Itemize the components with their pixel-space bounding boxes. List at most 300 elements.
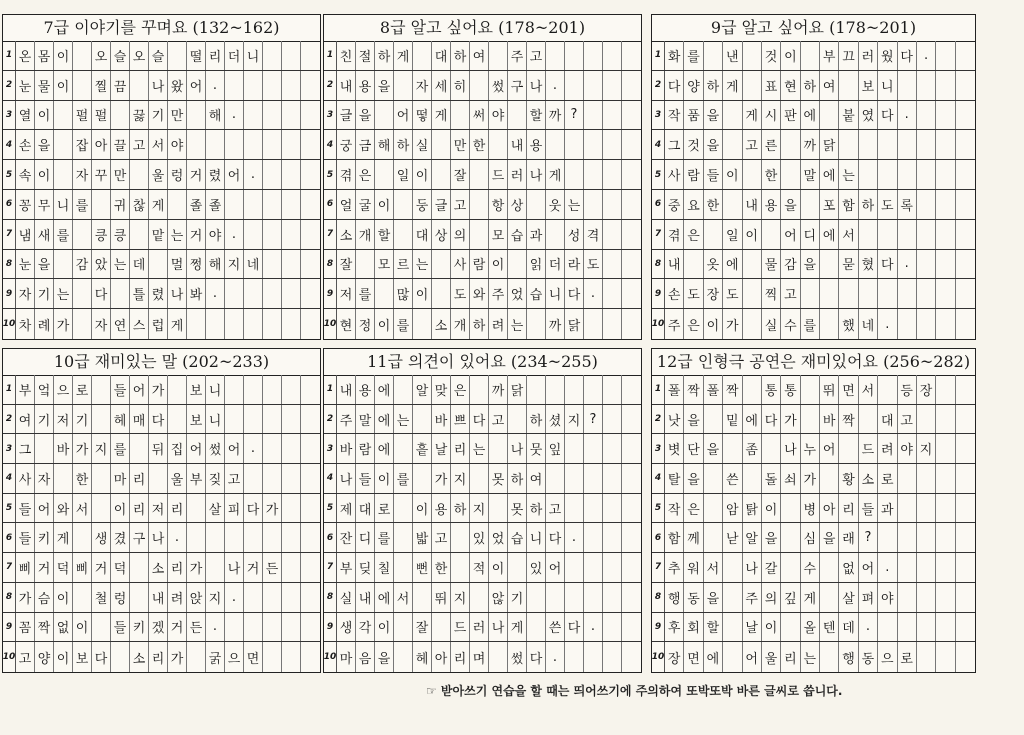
grid-cell xyxy=(206,130,225,159)
grid-cell xyxy=(301,494,320,523)
practice-row xyxy=(652,494,975,524)
grid-cell: 를 xyxy=(801,309,820,339)
practice-row xyxy=(3,41,320,71)
grid-cell xyxy=(263,250,282,279)
practice-row xyxy=(3,494,320,524)
grid-cell xyxy=(394,642,413,672)
grid-cell: 덕 xyxy=(111,553,130,582)
grid-cell: 다 xyxy=(149,405,168,434)
grid-cell: 묻 xyxy=(839,250,858,279)
practice-row xyxy=(652,405,975,435)
grid-cell xyxy=(130,434,149,463)
grid-cell: 찔 xyxy=(92,71,111,100)
grid-cell: 펄 xyxy=(73,101,92,130)
grid-cell xyxy=(301,250,320,279)
grid-cell: 표 xyxy=(762,71,781,100)
grid-cell: 집 xyxy=(168,434,187,463)
grid-cell xyxy=(723,613,742,642)
practice-row xyxy=(652,190,975,220)
grid-cell: 을 xyxy=(684,405,703,434)
grid-cell: 은 xyxy=(684,309,703,339)
grid-cell: 렁 xyxy=(111,583,130,612)
grid-cell: 다 xyxy=(762,405,781,434)
grid-cell: ? xyxy=(859,523,878,552)
grid-cell: 돌 xyxy=(762,464,781,493)
grid-cell: 하 xyxy=(704,71,723,100)
grid-cell: 는 xyxy=(54,279,73,308)
grid-cell: . xyxy=(878,553,897,582)
grid-cell xyxy=(603,405,622,434)
grid-cell xyxy=(956,613,975,642)
grid-cell xyxy=(92,613,111,642)
grid-cell: 옷 xyxy=(704,250,723,279)
grid-cell: 부 xyxy=(16,375,35,404)
grid-cell xyxy=(92,375,111,404)
grid-cell xyxy=(917,405,936,434)
grid-cell: 하 xyxy=(375,41,394,70)
grid-cell: 은 xyxy=(356,160,375,189)
grid-cell xyxy=(956,160,975,189)
grid-cell xyxy=(225,309,244,339)
grid-cell: 의 xyxy=(762,583,781,612)
grid-cell: 렸 xyxy=(149,279,168,308)
grid-cell: 를 xyxy=(375,523,394,552)
grid-cell: 례 xyxy=(35,309,54,339)
grid-cell: 니 xyxy=(206,375,225,404)
grid-cell: 웃 xyxy=(546,190,565,219)
row-cells xyxy=(337,279,641,308)
grid-cell: 까 xyxy=(546,309,565,339)
grid-cell: 삐 xyxy=(16,553,35,582)
grid-cell xyxy=(839,434,858,463)
grid-cell: 갈 xyxy=(762,553,781,582)
grid-cell xyxy=(622,375,641,404)
grid-cell: 떨 xyxy=(187,41,206,70)
grid-cell: 속 xyxy=(16,160,35,189)
grid-cell xyxy=(225,279,244,308)
grid-cell xyxy=(508,101,527,130)
grid-cell: 찮 xyxy=(130,190,149,219)
grid-cell xyxy=(603,309,622,339)
grid-cell xyxy=(263,642,282,672)
grid-cell: 디 xyxy=(801,220,820,249)
grid-cell xyxy=(54,160,73,189)
grid-cell: 습 xyxy=(508,523,527,552)
grid-cell: 기 xyxy=(73,405,92,434)
grid-cell: 용 xyxy=(356,375,375,404)
grid-cell: 몸 xyxy=(35,41,54,70)
grid-cell xyxy=(187,494,206,523)
grid-cell: 용 xyxy=(432,494,451,523)
grid-cell: 를 xyxy=(356,279,375,308)
row-number: 8 xyxy=(324,250,337,279)
grid-cell xyxy=(603,583,622,612)
row-cells xyxy=(665,160,975,189)
panel-title: 12급 인형극 공연은 재미있어요 (256~282) xyxy=(652,349,975,376)
grid-cell: 장 xyxy=(704,279,723,308)
grid-cell: 도 xyxy=(684,279,703,308)
grid-cell: 한 xyxy=(762,160,781,189)
grid-cell xyxy=(489,494,508,523)
grid-cell xyxy=(54,130,73,159)
grid-cell: 알 xyxy=(413,375,432,404)
grid-cell: 작 xyxy=(665,494,684,523)
grid-cell: 어 xyxy=(781,220,800,249)
grid-cell: 가 xyxy=(149,375,168,404)
row-number: 4 xyxy=(652,464,665,493)
grid-cell xyxy=(801,190,820,219)
grid-cell xyxy=(263,220,282,249)
grid-cell: 앉 xyxy=(187,583,206,612)
grid-cell xyxy=(244,464,263,493)
grid-cell xyxy=(584,642,603,672)
grid-cell xyxy=(781,160,800,189)
row-number: 7 xyxy=(3,220,16,249)
grid-cell: 어 xyxy=(35,494,54,523)
grid-cell xyxy=(956,494,975,523)
grid-cell xyxy=(73,583,92,612)
row-cells xyxy=(337,190,641,219)
grid-cell xyxy=(917,583,936,612)
grid-cell: 부 xyxy=(337,553,356,582)
grid-cell: 붙 xyxy=(839,101,858,130)
grid-cell xyxy=(917,553,936,582)
grid-cell xyxy=(301,190,320,219)
grid-cell xyxy=(54,250,73,279)
practice-row xyxy=(652,71,975,101)
grid-cell: 이 xyxy=(723,160,742,189)
grid-cell: 탈 xyxy=(665,464,684,493)
grid-cell xyxy=(527,613,546,642)
grid-cell: 그 xyxy=(665,130,684,159)
grid-cell xyxy=(225,375,244,404)
grid-cell xyxy=(244,190,263,219)
grid-cell: . xyxy=(917,41,936,70)
row-number: 2 xyxy=(3,71,16,100)
grid-cell: 자 xyxy=(413,71,432,100)
grid-cell: 셨 xyxy=(546,405,565,434)
grid-cell xyxy=(413,583,432,612)
grid-cell: 려 xyxy=(489,309,508,339)
grid-cell xyxy=(470,220,489,249)
grid-cell xyxy=(244,279,263,308)
grid-cell xyxy=(936,190,955,219)
grid-cell xyxy=(263,190,282,219)
grid-cell xyxy=(936,494,955,523)
practice-row xyxy=(324,190,641,220)
grid-cell: 어 xyxy=(187,434,206,463)
grid-cell: 오 xyxy=(130,41,149,70)
grid-cell xyxy=(432,279,451,308)
grid-cell: 다 xyxy=(665,71,684,100)
grid-cell xyxy=(603,375,622,404)
grid-cell: 잎 xyxy=(546,434,565,463)
grid-cell xyxy=(622,642,641,672)
grid-cell: 리 xyxy=(451,434,470,463)
grid-cell xyxy=(470,375,489,404)
practice-row xyxy=(3,553,320,583)
grid-cell: 께 xyxy=(684,523,703,552)
grid-cell: 하 xyxy=(451,494,470,523)
grid-cell xyxy=(282,41,301,70)
grid-cell xyxy=(584,101,603,130)
grid-cell xyxy=(282,642,301,672)
grid-cell xyxy=(917,101,936,130)
grid-cell xyxy=(584,190,603,219)
grid-cell xyxy=(470,464,489,493)
grid-cell xyxy=(282,523,301,552)
grid-cell: 황 xyxy=(839,464,858,493)
grid-cell xyxy=(225,405,244,434)
row-cells xyxy=(337,523,641,552)
grid-cell: 해 xyxy=(206,250,225,279)
grid-cell: 에 xyxy=(820,220,839,249)
grid-cell: 말 xyxy=(801,160,820,189)
grid-cell: 한 xyxy=(704,190,723,219)
grid-cell xyxy=(584,160,603,189)
grid-cell: 이 xyxy=(704,309,723,339)
row-number: 10 xyxy=(3,309,16,339)
grid-cell xyxy=(622,71,641,100)
grid-cell: . xyxy=(546,642,565,672)
grid-cell: 러 xyxy=(508,160,527,189)
grid-cell: 날 xyxy=(432,434,451,463)
grid-cell: 이 xyxy=(375,309,394,339)
grid-cell: 게 xyxy=(801,583,820,612)
grid-cell: 지 xyxy=(917,434,936,463)
practice-row xyxy=(324,279,641,309)
grid-cell xyxy=(584,583,603,612)
grid-cell: 그 xyxy=(16,434,35,463)
grid-cell: 었 xyxy=(508,279,527,308)
grid-cell: 게 xyxy=(723,71,742,100)
grid-cell xyxy=(263,41,282,70)
grid-cell: 가 xyxy=(263,494,282,523)
row-number: 3 xyxy=(652,434,665,463)
grid-cell xyxy=(73,71,92,100)
row-number: 9 xyxy=(652,279,665,308)
grid-cell: 소 xyxy=(149,553,168,582)
grid-cell: 열 xyxy=(16,101,35,130)
grid-cell: 뛰 xyxy=(432,583,451,612)
grid-cell: 어 xyxy=(225,434,244,463)
grid-cell xyxy=(859,160,878,189)
grid-cell: 든 xyxy=(263,553,282,582)
row-number: 8 xyxy=(324,583,337,612)
row-cells xyxy=(665,220,975,249)
grid-cell xyxy=(546,464,565,493)
row-cells xyxy=(16,405,320,434)
grid-cell: 바 xyxy=(54,434,73,463)
grid-cell: 냄 xyxy=(16,220,35,249)
grid-cell: 주 xyxy=(665,309,684,339)
grid-cell xyxy=(187,523,206,552)
grid-cell: 찍 xyxy=(762,279,781,308)
grid-cell xyxy=(801,405,820,434)
row-number: 9 xyxy=(3,613,16,642)
grid-cell xyxy=(762,220,781,249)
grid-cell xyxy=(394,434,413,463)
panel-level-7 xyxy=(2,14,321,340)
row-number: 4 xyxy=(652,130,665,159)
grid-cell: 서 xyxy=(859,375,878,404)
grid-cell: . xyxy=(584,279,603,308)
grid-cell xyxy=(622,494,641,523)
grid-cell xyxy=(470,160,489,189)
grid-cell xyxy=(762,434,781,463)
grid-cell: 자 xyxy=(16,279,35,308)
grid-cell: 둥 xyxy=(413,190,432,219)
grid-cell: 슴 xyxy=(35,583,54,612)
grid-cell xyxy=(149,250,168,279)
grid-cell xyxy=(282,464,301,493)
grid-cell xyxy=(282,553,301,582)
panel-rows xyxy=(652,41,975,339)
grid-cell: 헤 xyxy=(111,405,130,434)
grid-cell xyxy=(206,553,225,582)
grid-cell: 여 xyxy=(470,41,489,70)
practice-row xyxy=(324,613,641,643)
grid-cell xyxy=(301,41,320,70)
grid-cell: 항 xyxy=(489,190,508,219)
grid-cell: 무 xyxy=(35,190,54,219)
row-number: 9 xyxy=(324,279,337,308)
grid-cell: 울 xyxy=(149,160,168,189)
grid-cell: 있 xyxy=(527,553,546,582)
row-cells xyxy=(665,405,975,434)
grid-cell: 나 xyxy=(781,434,800,463)
row-cells xyxy=(665,523,975,552)
grid-cell: 봐 xyxy=(187,279,206,308)
grid-cell: 이 xyxy=(54,41,73,70)
grid-cell xyxy=(282,613,301,642)
grid-cell: 웠 xyxy=(878,41,897,70)
grid-cell: 을 xyxy=(781,190,800,219)
grid-cell: 나 xyxy=(508,434,527,463)
grid-cell xyxy=(820,553,839,582)
grid-cell: 록 xyxy=(898,190,917,219)
grid-cell: 이 xyxy=(111,494,130,523)
practice-row xyxy=(3,642,320,672)
grid-cell xyxy=(244,583,263,612)
grid-cell xyxy=(936,250,955,279)
grid-cell xyxy=(394,190,413,219)
row-number: 5 xyxy=(652,494,665,523)
panel-level-10 xyxy=(2,348,321,673)
grid-cell: 잘 xyxy=(413,613,432,642)
grid-cell: 짝 xyxy=(684,375,703,404)
grid-cell: 지 xyxy=(470,494,489,523)
grid-cell: 왔 xyxy=(168,71,187,100)
grid-cell: 굴 xyxy=(356,190,375,219)
grid-cell: 야 xyxy=(206,220,225,249)
grid-cell: 지 xyxy=(206,583,225,612)
practice-row xyxy=(3,583,320,613)
grid-cell: 내 xyxy=(743,190,762,219)
grid-cell: 병 xyxy=(801,494,820,523)
row-cells xyxy=(337,553,641,582)
grid-cell xyxy=(936,220,955,249)
grid-cell: 온 xyxy=(16,41,35,70)
grid-cell xyxy=(704,494,723,523)
grid-cell: 지 xyxy=(92,434,111,463)
panel-title: 10급 재미있는 말 (202~233) xyxy=(3,349,320,376)
grid-cell: 들 xyxy=(356,464,375,493)
grid-cell: 하 xyxy=(470,309,489,339)
grid-cell xyxy=(584,130,603,159)
grid-cell xyxy=(92,464,111,493)
grid-cell xyxy=(684,250,703,279)
grid-cell: 면 xyxy=(244,642,263,672)
grid-cell xyxy=(622,279,641,308)
grid-cell xyxy=(956,375,975,404)
grid-cell: 모 xyxy=(489,220,508,249)
practice-row xyxy=(652,101,975,131)
practice-row xyxy=(3,434,320,464)
grid-cell xyxy=(603,613,622,642)
grid-cell: 니 xyxy=(546,279,565,308)
grid-cell xyxy=(244,523,263,552)
grid-cell xyxy=(743,250,762,279)
grid-cell: 엌 xyxy=(35,375,54,404)
grid-cell xyxy=(301,130,320,159)
grid-cell: 잡 xyxy=(73,130,92,159)
grid-cell xyxy=(301,583,320,612)
grid-cell xyxy=(282,583,301,612)
grid-cell xyxy=(263,583,282,612)
grid-cell: 볏 xyxy=(665,434,684,463)
grid-cell: 킁 xyxy=(111,220,130,249)
grid-cell: 부 xyxy=(820,41,839,70)
grid-cell xyxy=(839,279,858,308)
grid-cell xyxy=(878,220,897,249)
grid-cell: 겠 xyxy=(149,613,168,642)
row-cells xyxy=(337,309,641,339)
grid-cell xyxy=(603,160,622,189)
grid-cell: 고 xyxy=(781,279,800,308)
grid-cell: 해 xyxy=(375,130,394,159)
grid-cell: . xyxy=(225,583,244,612)
panel-title: 8급 알고 싶어요 (178~201) xyxy=(324,15,641,42)
grid-cell: 는 xyxy=(839,160,858,189)
grid-cell: 지 xyxy=(225,250,244,279)
grid-cell: 보 xyxy=(187,375,206,404)
grid-cell: 여 xyxy=(820,71,839,100)
row-cells xyxy=(665,613,975,642)
grid-cell: 내 xyxy=(508,130,527,159)
grid-cell xyxy=(622,41,641,70)
grid-cell: 절 xyxy=(356,41,375,70)
practice-row xyxy=(324,160,641,190)
grid-cell xyxy=(301,553,320,582)
grid-cell: 리 xyxy=(839,494,858,523)
grid-cell xyxy=(839,130,858,159)
panel-rows xyxy=(324,375,641,672)
practice-row xyxy=(652,613,975,643)
grid-cell xyxy=(878,160,897,189)
grid-cell: 이 xyxy=(743,220,762,249)
grid-cell: 잘 xyxy=(451,160,470,189)
grid-cell: 장 xyxy=(917,375,936,404)
grid-cell xyxy=(917,190,936,219)
practice-row xyxy=(3,309,320,339)
grid-cell xyxy=(263,160,282,189)
grid-cell: 아 xyxy=(820,494,839,523)
practice-row xyxy=(3,250,320,280)
grid-cell xyxy=(859,405,878,434)
grid-cell: 거 xyxy=(92,553,111,582)
grid-cell: 깊 xyxy=(781,583,800,612)
